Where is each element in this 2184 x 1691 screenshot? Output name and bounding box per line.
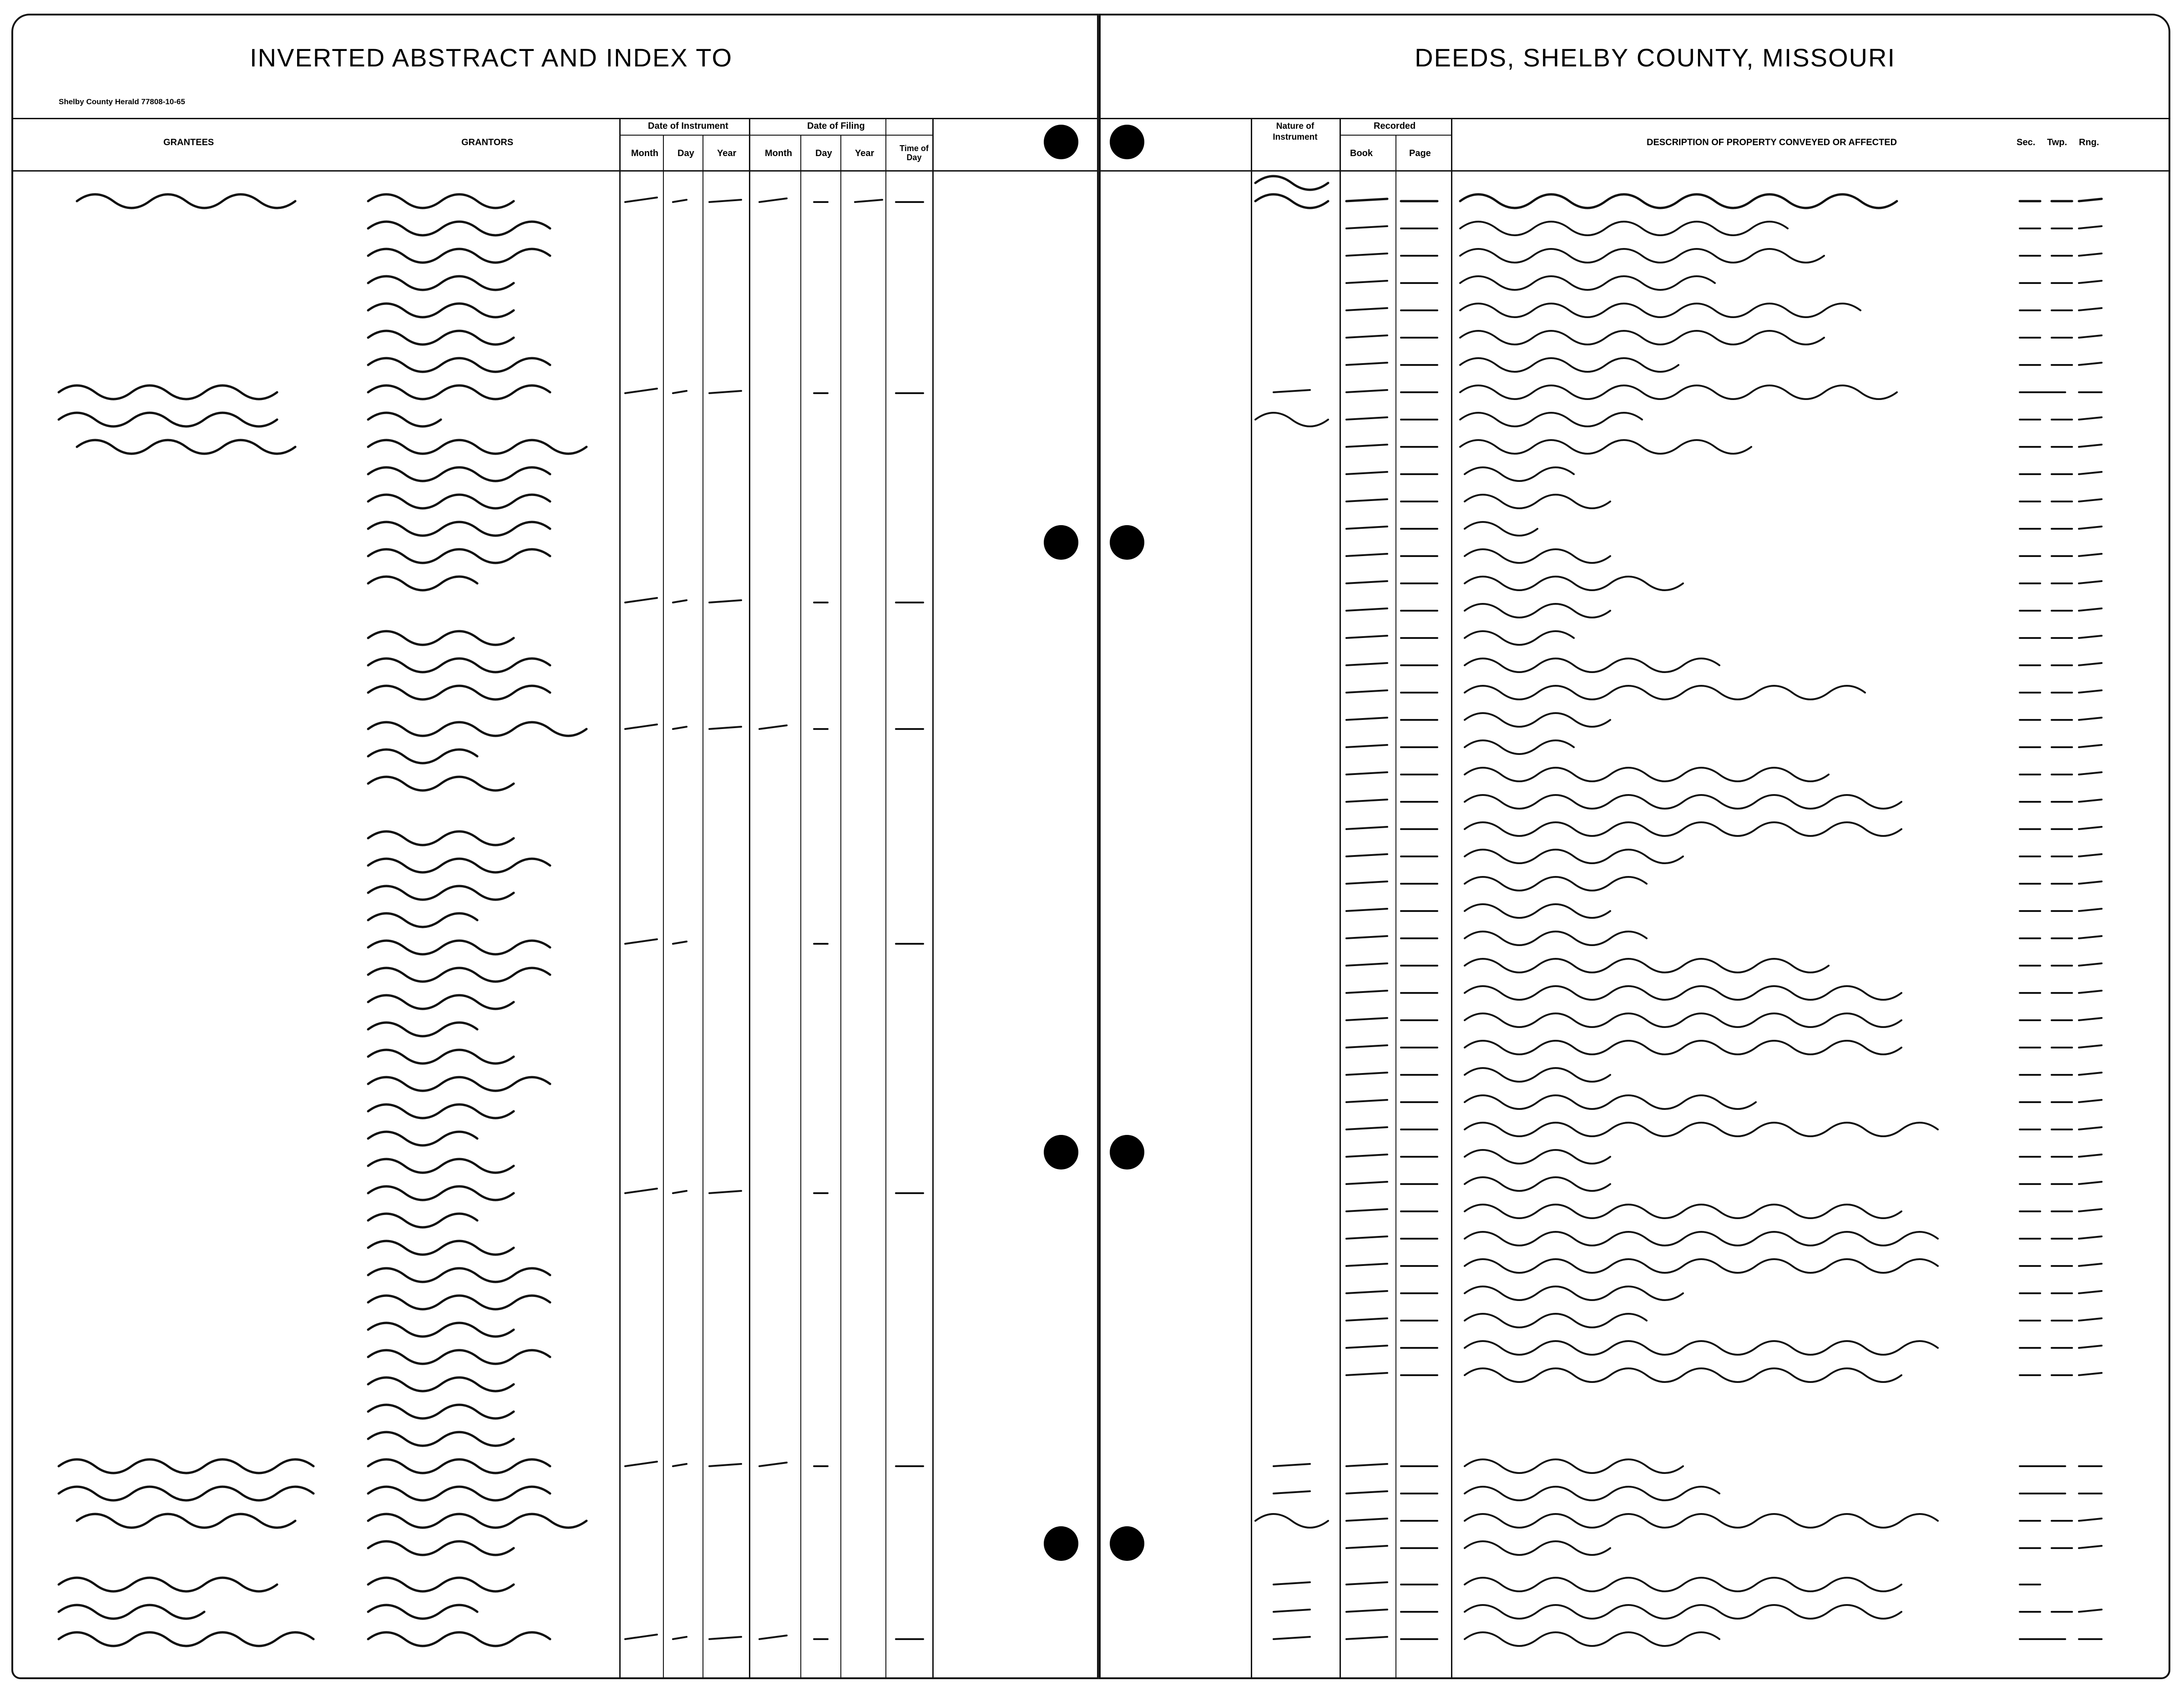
nature-of-instrument-header: Nature of Instrument — [1273, 122, 1318, 142]
punch-hole — [1044, 125, 1078, 159]
description-header: DESCRIPTION OF PROPERTY CONVEYED OR AFFECTED — [1647, 137, 1897, 147]
rng-header: Rng. — [2079, 137, 2099, 147]
time-of-day-header: Time of Day — [900, 144, 929, 162]
book-header: Book — [1350, 148, 1373, 158]
instrument-month-header: Month — [631, 148, 658, 158]
filing-year-header: Year — [855, 148, 875, 158]
right-ledger-page — [1099, 14, 2170, 1679]
filing-month-header: Month — [765, 148, 792, 158]
date-of-filing-header: Date of Filing — [807, 121, 865, 131]
punch-hole — [1110, 1526, 1144, 1561]
twp-header: Twp. — [2047, 137, 2068, 147]
instrument-year-header: Year — [717, 148, 737, 158]
punch-hole — [1044, 525, 1078, 560]
page-header: Page — [1409, 148, 1431, 158]
recorded-header: Recorded — [1374, 121, 1416, 131]
grantees-header: GRANTEES — [163, 137, 214, 147]
right-page-title: DEEDS, SHELBY COUNTY, MISSOURI — [1415, 43, 1896, 72]
punch-hole — [1044, 1135, 1078, 1170]
header-top-rule — [13, 118, 1099, 119]
left-page-title: INVERTED ABSTRACT AND INDEX TO — [250, 43, 733, 72]
date-of-instrument-header: Date of Instrument — [648, 121, 728, 131]
instrument-day-header: Day — [677, 148, 694, 158]
punch-hole — [1110, 525, 1144, 560]
punch-hole — [1110, 1135, 1144, 1170]
sec-header: Sec. — [2017, 137, 2036, 147]
left-ledger-page — [11, 14, 1099, 1679]
printer-imprint: Shelby County Herald 77808-10-65 — [59, 97, 185, 106]
header-top-rule — [1101, 118, 2170, 119]
filing-day-header: Day — [815, 148, 832, 158]
punch-hole — [1044, 1526, 1078, 1561]
punch-hole — [1110, 125, 1144, 159]
handwritten-entries-left — [13, 170, 1096, 1672]
handwritten-entries-right — [1101, 170, 2165, 1672]
grantors-header: GRANTORS — [461, 137, 514, 147]
